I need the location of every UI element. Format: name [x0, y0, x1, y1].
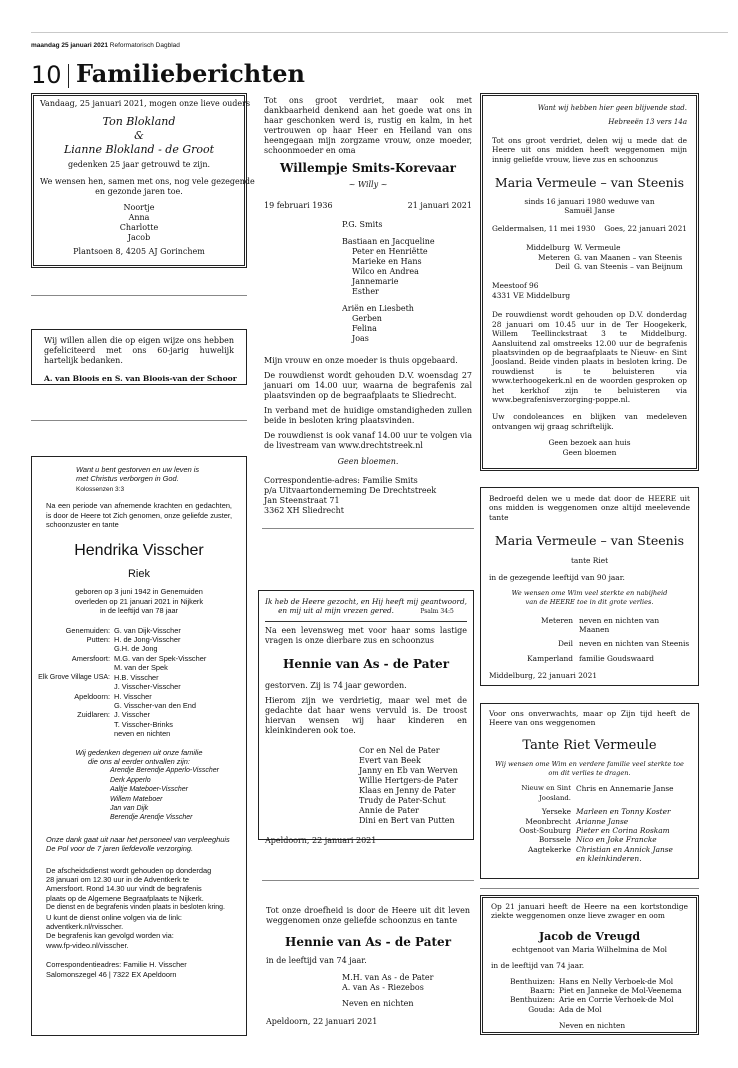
family-member: T. Visscher-Brinks	[114, 719, 174, 729]
obituary-vermeule-family	[480, 93, 699, 471]
family-place: Kamperland	[527, 653, 573, 663]
divider	[262, 880, 474, 881]
anniversary-name-2: Lianne Blokland - de Groot	[63, 143, 215, 156]
obituary-intro: Tot ons groot verdriet, delen wij u mede dat de Heere uit ons midden heeft weggenomen mijn innig geliefde vrouw, lieve zus en schoonzus	[492, 135, 687, 164]
spouse-line: echtgenoot van Maria Wilhelmina de Mol	[511, 944, 668, 954]
address-line: 3362 XH Sliedrecht	[264, 506, 344, 515]
deceased-name: Hendrika Visscher	[74, 542, 204, 560]
correspondence-line-2: Salomonszegel 46 | 7322 EX Apeldoorn	[46, 969, 177, 979]
family-member: Esther	[352, 287, 379, 296]
family-member: Piet en Janneke de Mol-Veenema	[559, 986, 682, 996]
deceased-name: Willempje Smits-Korevaar	[280, 161, 456, 175]
anniversary-line-3: en gezonde jaren toe.	[95, 187, 183, 196]
birth-date: 19 februari 1936	[264, 201, 333, 210]
family-member: neven en nichten	[114, 729, 171, 739]
family-place: Meteren	[538, 252, 570, 262]
family-member: Willie Hertgers-de Pater	[359, 776, 458, 785]
condolence-text: Uw condoleances en blijken van medeleven ontvangen wij graag schriftelijk.	[492, 412, 687, 431]
obituary-intro: Na een levensweg met voor haar soms lastige vragen is onze dierbare zus en schoonzus	[265, 626, 467, 645]
birth-place-date: Geldermalsen, 11 mei 1930	[492, 223, 596, 233]
family-member: H.B. Visscher	[114, 672, 159, 682]
family-member: Marieke en Hans	[352, 257, 422, 266]
family-place: Nieuw en Sint Joosland.	[521, 784, 571, 802]
verse-text: Want wij hebben hier geen blijvende stad.	[537, 104, 687, 112]
family-member: Bastiaan en Jacqueline	[342, 237, 435, 246]
family-member: Jannemarie	[352, 277, 399, 286]
anniversary-line-1: gedenken 25 jaar getrouwd te zijn.	[67, 160, 211, 169]
memory-name: Berendje Arendje Visscher	[110, 814, 193, 822]
memory-name: Jan van Dijk	[110, 804, 149, 812]
service-info	[46, 866, 232, 951]
age-text: in de gezegende leeftijd van 90 jaar.	[489, 572, 625, 582]
thanks-notice	[31, 329, 247, 385]
wish-line-2: van de HEERE toe in dit grote verlies.	[525, 597, 654, 606]
family-member: Arie en Corrie Verhoek-de Mol	[559, 995, 674, 1005]
memory-name: Aaltje Mateboer-Visscher	[110, 786, 188, 794]
family-member: J. Visscher	[114, 710, 151, 720]
service-link: www.fp-video.nl/visscher.	[46, 940, 129, 950]
private-text: In verband met de huidige omstandigheden zullen beide in besloten kring plaatsvinden.	[264, 406, 472, 425]
anniversary-line-2: We wensen hen, samen met ons, nog vele gezegende	[40, 177, 255, 186]
family-member: G. van Dijk-Visscher	[114, 625, 181, 635]
service-line: De afscheidsdienst wordt gehouden op donderdag	[46, 865, 212, 875]
obituary-intro: Voor ons onverwachts, maar op Zijn tijd heeft de Heere van ons weggenomen	[489, 709, 690, 728]
memory-name: Willem Mateboer	[110, 795, 163, 803]
family-place: Gouda:	[528, 1004, 555, 1014]
family-list	[266, 973, 470, 1009]
divider	[31, 295, 247, 296]
deceased-name: Jacob de Vreugd	[538, 929, 641, 943]
family-place: Borssele	[538, 835, 571, 845]
thanks-line-2: De Pol voor de 7 jaren liefdevolle verzorging.	[46, 844, 194, 854]
death-line: overleden op 21 januari 2021 in Nijkerk	[74, 596, 204, 606]
anniversary-notice	[31, 93, 255, 268]
family-member: Chris en Annemarie Janse	[576, 784, 674, 794]
family-member: M.G. van der Spek-Visscher	[114, 653, 207, 663]
family-place: Apeldoorn:	[74, 691, 110, 701]
address-line: Meestoof 96	[492, 281, 539, 291]
family-place: Middelburg	[526, 243, 570, 253]
verse-line-1: Ik heb de Heere gezocht, en Hij heeft mij geantwoord,	[265, 597, 467, 606]
family-member: Janny en Eb van Werven	[359, 766, 458, 775]
child-name: Anna	[128, 213, 150, 222]
deceased-name: Hennie van As - de Pater	[284, 935, 452, 949]
memory-intro-2: die ons al eerder ontvallen zijn:	[88, 756, 190, 766]
correspondence-line-1: Correspondentieadres: Familie H. Visscher	[46, 960, 187, 970]
deceased-nickname: Riek	[127, 568, 150, 581]
family-place	[489, 854, 571, 863]
comfort-text: Hierom zijn we verdrietig, maar wel met de gedachte dat haar wens vervuld is. De troost hiervan wensen wij haar kinderen en kleinkinderen ook toe.	[265, 696, 467, 735]
memory-intro-1: Wij gedenken degenen uit onze familie	[75, 747, 203, 757]
family-member: J. Visscher-Visscher	[114, 682, 181, 692]
family-member: H. Visscher	[114, 691, 152, 701]
obituary-intro: Tot ons groot verdriet, maar ook met dankbaarheid denkend aan het goede wat ons in haar geschonken werd is, rustig en kalm, in het vertrouwen op haar Heer en Heiland van ons heengegaan mijn zorgzame vrouw, onze moeder, schoonmoeder en oma	[264, 96, 472, 155]
obituary-smits	[262, 96, 474, 515]
family-place: Genemuiden:	[65, 625, 110, 635]
family-place: Elk Grove Village USA:	[38, 673, 110, 681]
age-text: in de leeftijd van 74 jaar.	[491, 961, 585, 971]
family-member: G. van Maanen – van Steenis	[574, 252, 683, 262]
section-title: Familieberichten	[76, 59, 305, 88]
anniversary-name-1: Ton Blokland	[102, 115, 176, 128]
no-flowers: Geen bloemen.	[337, 457, 399, 466]
children-list	[40, 203, 238, 243]
divider	[262, 528, 474, 529]
header-paper: Reformatorisch Dagblad	[109, 42, 180, 49]
place-date: Apeldoorn, 22 januari 2021	[266, 1017, 378, 1026]
memory-name: Derk Apperlo	[110, 776, 151, 784]
family-place: Putten:	[86, 635, 110, 645]
obituary-tante-riet	[480, 703, 699, 879]
family-member: W. Vermeule	[574, 243, 621, 253]
place-date: Apeldoorn, 22 januari 2021	[265, 836, 377, 845]
correspondence-address	[264, 476, 472, 516]
verse-line-2: met Christus verborgen in God.	[76, 474, 179, 484]
family-member: Ariën en Liesbeth	[342, 304, 414, 313]
family-place: Benthuizen:	[510, 995, 555, 1005]
family-member: M. van der Spek	[114, 663, 168, 673]
family-member: Ada de Mol	[559, 1004, 602, 1014]
deceased-name: Tante Riet Vermeule	[522, 737, 657, 753]
anniversary-ampersand: &	[134, 129, 144, 142]
obituary-intro: Tot onze droefheid is door de Heere uit dit leven weggenomen onze geliefde schoonzus en tante	[266, 906, 470, 925]
family-member: Dini en Bert van Putten	[359, 816, 455, 825]
family-member: Annie de Pater	[359, 806, 419, 815]
anniversary-intro: Vandaag, 25 januari 2021, mogen onze lieve ouders	[40, 99, 251, 108]
age-text: gestorven. Zij is 74 jaar geworden.	[265, 681, 407, 690]
top-rule	[31, 32, 728, 33]
age-text: in de leeftijd van 74 jaar.	[266, 956, 367, 965]
obituary-intro: Op 21 januari heeft de Heere na een kortstondige ziekte weggenomen onze lieve zwager en oom	[491, 902, 688, 921]
family-place: Meteren	[541, 615, 573, 625]
verse-reference: Hebreeën 13 vers 14a	[608, 118, 687, 127]
verse-line-1: Want u bent gestorven en uw leven is	[76, 465, 200, 474]
family-member: M.H. van As - de Pater	[342, 973, 434, 982]
deceased-name: Maria Vermeule – van Steenis	[494, 175, 685, 191]
nephews-nieces: Neven en nichten	[559, 1021, 626, 1031]
deceased-name: Maria Vermeule – van Steenis	[494, 533, 685, 549]
family-member: Wilco en Andrea	[352, 267, 419, 276]
family-place: Benthuizen:	[510, 976, 555, 986]
family-list	[265, 746, 467, 826]
family-place: Aagtekerke	[527, 844, 571, 854]
family-place: Deil	[557, 639, 573, 649]
family-list	[489, 616, 690, 664]
family-member: Nico en Joke Francke	[576, 835, 657, 845]
family-member: Felina	[352, 324, 377, 333]
obituary-visscher	[31, 456, 247, 1036]
family-member: A. van As - Riezebos	[342, 983, 424, 992]
birth-line: geboren op 3 juni 1942 in Genemuiden	[75, 587, 203, 597]
verse-reference: Kolossenzen 3:3	[76, 485, 125, 493]
page-number: 10	[31, 61, 62, 89]
service-line: 28 januari om 12.30 uur in de Adventkerk te	[46, 875, 189, 884]
family-place	[34, 682, 110, 691]
family-member: neven en nichten van Steenis	[579, 639, 690, 649]
age-line: in de leeftijd van 78 jaar	[99, 606, 179, 616]
service-line: De begrafenis kan gevolgd worden via:	[46, 931, 174, 941]
family-place	[34, 663, 110, 672]
page-header	[31, 42, 180, 49]
death-place-date: Goes, 22 januari 2021	[604, 223, 687, 233]
memory-list	[46, 766, 232, 822]
service-link: adventkerk.nl/rvisscher.	[46, 922, 124, 932]
family-member: Klaas en Jenny de Pater	[359, 786, 456, 795]
family-list	[264, 220, 472, 344]
family-list	[492, 243, 687, 271]
verse-reference: Psalm 34:5	[420, 608, 454, 615]
service-text: De rouwdienst wordt gehouden D.V. woensdag 27 januari om 14.00 uur, waarna de begrafenis zal plaatsvinden op de begraafplaats te Sliedrecht.	[264, 371, 472, 400]
family-member: familie Goudswaard	[579, 653, 655, 663]
obituary-intro: Bedroefd delen we u mede dat door de HEERE uit ons midden is weggenomen onze altijd meelevende tante	[489, 494, 690, 522]
family-place	[34, 701, 110, 710]
service-line: U kunt de dienst online volgen via de link:	[46, 912, 182, 922]
verse-line-2	[265, 606, 467, 616]
no-flowers: Geen bloemen	[562, 447, 617, 457]
child-name: Noortje	[123, 203, 155, 212]
family-member: G.H. de Jong	[114, 644, 158, 654]
family-place: Baarn:	[529, 986, 555, 996]
service-line: plaats op de Algemene Begraafplaats te Nijkerk.	[46, 893, 204, 903]
lying-in-state: Mijn vrouw en onze moeder is thuis opgebaard.	[264, 356, 458, 365]
address-line: Correspondentie-adres: Familie Smits	[264, 476, 418, 485]
service-text: De rouwdienst wordt gehouden op D.V. donderdag 28 januari om 10.45 uur in de Ter Hoogekerk, Willem Teellinckstraat 3 te Middelburg. Aansluitend zal omstreeks 12.00 uur de begrafenis plaatsvinden op de begraafplaats te Nieuw- en Sint Joosland. Beide vinden plaats in besloten kring. De rouwdienst is te beluisteren via www.terhoogekerk.nl en de woorden gesproken op het kerkhof zijn te beluisteren via www.begrafenisverzorging-poppe.nl.	[492, 310, 687, 404]
deceased-nickname: ~ Willy ~	[348, 180, 388, 189]
page-number-divider	[68, 64, 69, 88]
widow-line: sinds 16 januari 1980 weduwe van	[524, 197, 655, 207]
family-member: Hans en Nelly Verboek-de Mol	[559, 976, 674, 986]
family-member: Trudy de Pater-Schut	[359, 796, 446, 805]
family-member: Evert van Beek	[359, 756, 421, 765]
address-line: p/a Uitvaartonderneming De Drechtstreek	[264, 486, 437, 495]
wish-line-2: om dit verlies te dragen.	[548, 768, 631, 777]
child-name: Jacob	[127, 233, 151, 242]
thanks-signature: A. van Bloois en S. van Bloois-van der Schoor	[44, 374, 237, 383]
family-member: G. Visscher-van den End	[114, 700, 197, 710]
divider	[31, 420, 247, 421]
memory-name: Arendje Berendje Apperlo-Visscher	[110, 767, 219, 775]
late-husband: Samuël Janse	[564, 206, 615, 216]
wish-line-1: We wensen ome Wim veel sterkte en nabijheid	[511, 589, 668, 598]
family-list	[491, 977, 688, 1015]
family-member: Marleen en Tonny Koster	[576, 807, 671, 817]
verse-text: en mij uit al mijn vrezen gered.	[278, 606, 395, 615]
service-line: Amersfoort. Rond 14.30 uur vindt de begrafenis	[46, 884, 202, 894]
family-member: Gerben	[352, 314, 382, 323]
family-place: Meonbrecht	[525, 816, 571, 826]
service-line: De dienst en de begrafenis vinden plaats in besloten kring.	[46, 904, 225, 912]
family-member: P.G. Smits	[342, 220, 383, 229]
deceased-name: Hennie van As - de Pater	[282, 657, 450, 671]
family-list	[489, 784, 690, 863]
obituary-vermeule-nephews	[480, 487, 699, 686]
family-member: Peter en Henriëtte	[352, 247, 428, 256]
address-line: Jan Steenstraat 71	[264, 496, 340, 505]
nephews-nieces: Neven en nichten	[342, 999, 414, 1008]
obituary-van-as-in-laws	[262, 906, 474, 1034]
deceased-nickname: tante Riet	[570, 556, 609, 566]
divider	[480, 888, 699, 889]
wish-line-1: Wij wensen ome Wim en verdere familie veel sterkte toe	[495, 759, 684, 768]
family-place: Yerseke	[541, 807, 571, 817]
no-visit: Geen bezoek aan huis	[548, 438, 631, 448]
family-place	[34, 720, 110, 729]
family-list	[34, 626, 232, 739]
place-date: Middelburg, 22 januari 2021	[489, 671, 598, 681]
family-member: en kleinkinderen.	[576, 854, 642, 864]
death-date: 21 januari 2021	[407, 201, 472, 210]
family-member: Christian en Annick Janse	[576, 844, 673, 854]
family-member: Cor en Nel de Pater	[359, 746, 440, 755]
anniversary-address: Plantsoen 8, 4205 AJ Gorinchem	[73, 247, 205, 256]
family-place: Oost-Souburg	[519, 826, 571, 836]
family-place	[34, 644, 110, 653]
obituary-de-vreugd	[480, 895, 699, 1035]
thanks-line-1: Onze dank gaat uit naar het personeel van verpleeghuis	[46, 834, 230, 844]
family-member: Arianne Janse	[576, 816, 629, 826]
family-place: Amersfoort:	[71, 653, 110, 663]
address-line: 4331 VE Middelburg	[492, 290, 571, 300]
obituary-intro: Na een periode van afnemende krachten en gedachten, is door de Heere tot Zich genomen, onze geliefde zuster, schoonzuster en tante	[46, 501, 232, 530]
family-member: Joas	[352, 334, 369, 343]
family-place	[34, 729, 110, 738]
family-member: G. van Steenis – van Beijnum	[574, 262, 683, 272]
child-name: Charlotte	[119, 223, 159, 232]
obituary-van-as-siblings	[258, 590, 474, 845]
thanks-text: Wij willen allen die op eigen wijze ons hebben gefeliciteerd met ons 60-jarig huwelijk hartelijk bedanken.	[44, 336, 234, 365]
family-place: Deil	[554, 262, 570, 272]
family-place: Zuidlaren:	[77, 710, 110, 720]
header-date: maandag 25 januari 2021	[31, 42, 108, 49]
livestream-text: De rouwdienst is ook vanaf 14.00 uur te volgen via de livestream van www.drechtstreek.nl	[264, 431, 472, 450]
family-member: neven en nichten van Maanen	[579, 615, 660, 635]
family-member: H. de Jong-Visscher	[114, 635, 181, 645]
family-member: Pieter en Corina Roskam	[576, 826, 670, 836]
divider	[265, 621, 467, 622]
